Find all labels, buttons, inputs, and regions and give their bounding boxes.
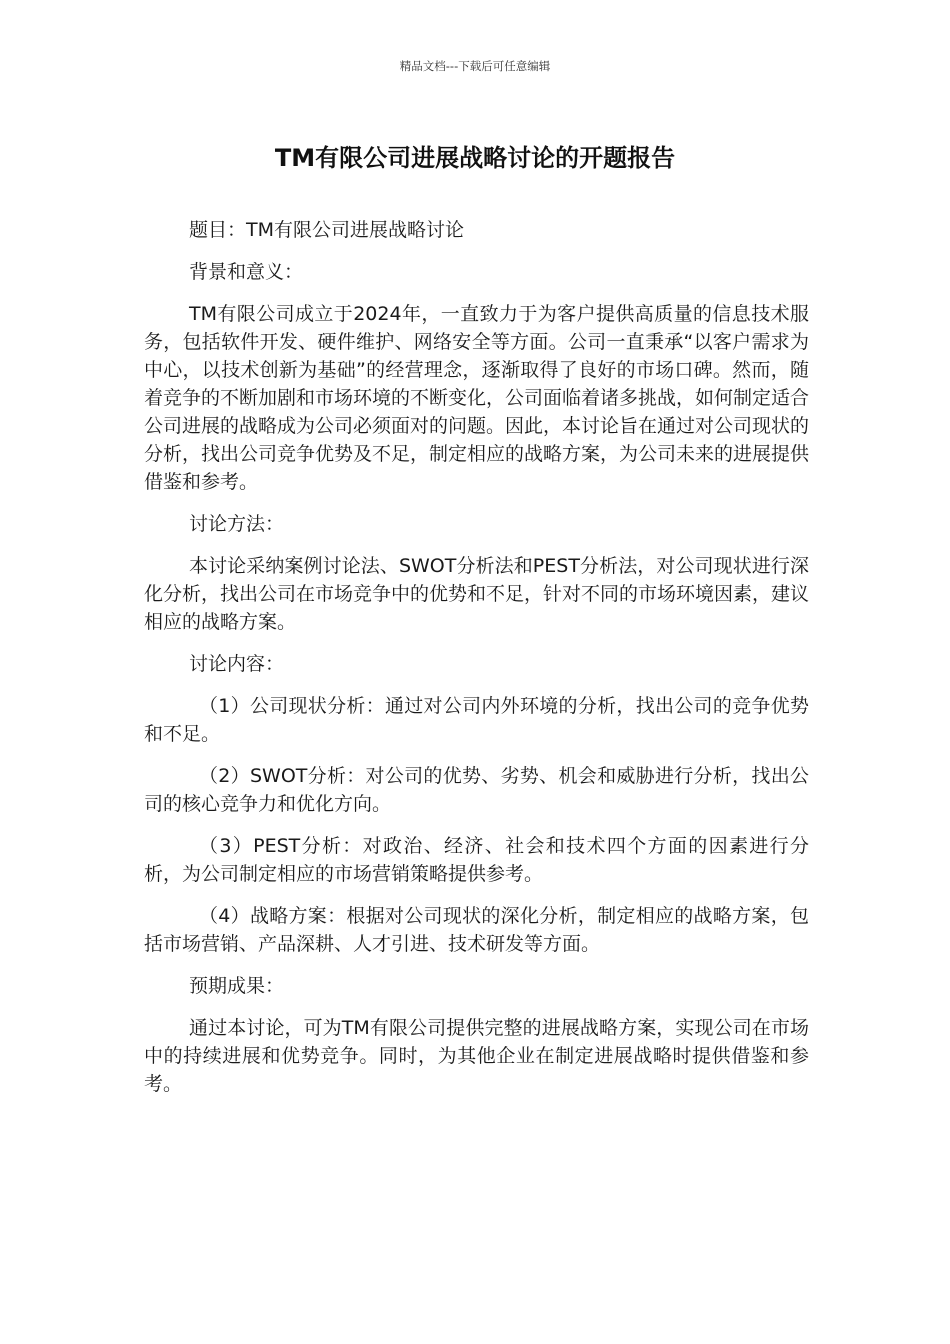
document-body [144,216,809,1112]
section-heading-method: 讨论方法： [189,513,285,535]
header-note: 精品文档---下载后可任意编辑 [399,59,551,73]
section-heading-outcome: 预期成果： [189,975,285,997]
topic-line: 题目：TM有限公司进展战略讨论 [189,219,464,241]
method-paragraph: 本讨论采纳案例讨论法、SWOT分析法和PEST分析法，对公司现状进行深化分析，找出公司在市场竞争中的优势和不足，针对不同的市场环境因素，建议相应的战略方案。 [144,555,810,633]
content-item-3: （3）PEST分析：对政治、经济、社会和技术四个方面的因素进行分析，为公司制定相应的市场营销策略提供参考。 [144,835,809,885]
content-item-2: （2）SWOT分析：对公司的优势、劣势、机会和威胁进行分析，找出公司的核心竞争力和优化方向。 [144,765,809,815]
section-heading-background: 背景和意义： [189,261,304,283]
content-item-4: （4）战略方案：根据对公司现状的深化分析，制定相应的战略方案，包括市场营销、产品深耕、人才引进、技术研发等方面。 [144,905,809,955]
document-title: TM有限公司进展战略讨论的开题报告 [274,144,676,172]
background-paragraph: TM有限公司成立于2024年，一直致力于为客户提供高质量的信息技术服务，包括软件开发、硬件维护、网络安全等方面。公司一直秉承“以客户需求为中心，以技术创新为基础”的经营理念，逐渐取得了良好的市场口碑。然而，随着竞争的不断加剧和市场环境的不断变化，公司面临着诸多挑战，如何制定适合公司进展的战略成为公司必须面对的问题。因此，本讨论旨在通过对公司现状的分析，找出公司竞争优势及不足，制定相应的战略方案，为公司未来的进展提供借鉴和参考。 [144,303,810,493]
section-heading-content: 讨论内容： [189,653,285,675]
outcome-paragraph: 通过本讨论，可为TM有限公司提供完整的进展战略方案，实现公司在市场中的持续进展和优势竞争。同时，为其他企业在制定进展战略时提供借鉴和参考。 [144,1017,809,1095]
content-item-1: （1）公司现状分析：通过对公司内外环境的分析，找出公司的竞争优势和不足。 [144,695,809,745]
